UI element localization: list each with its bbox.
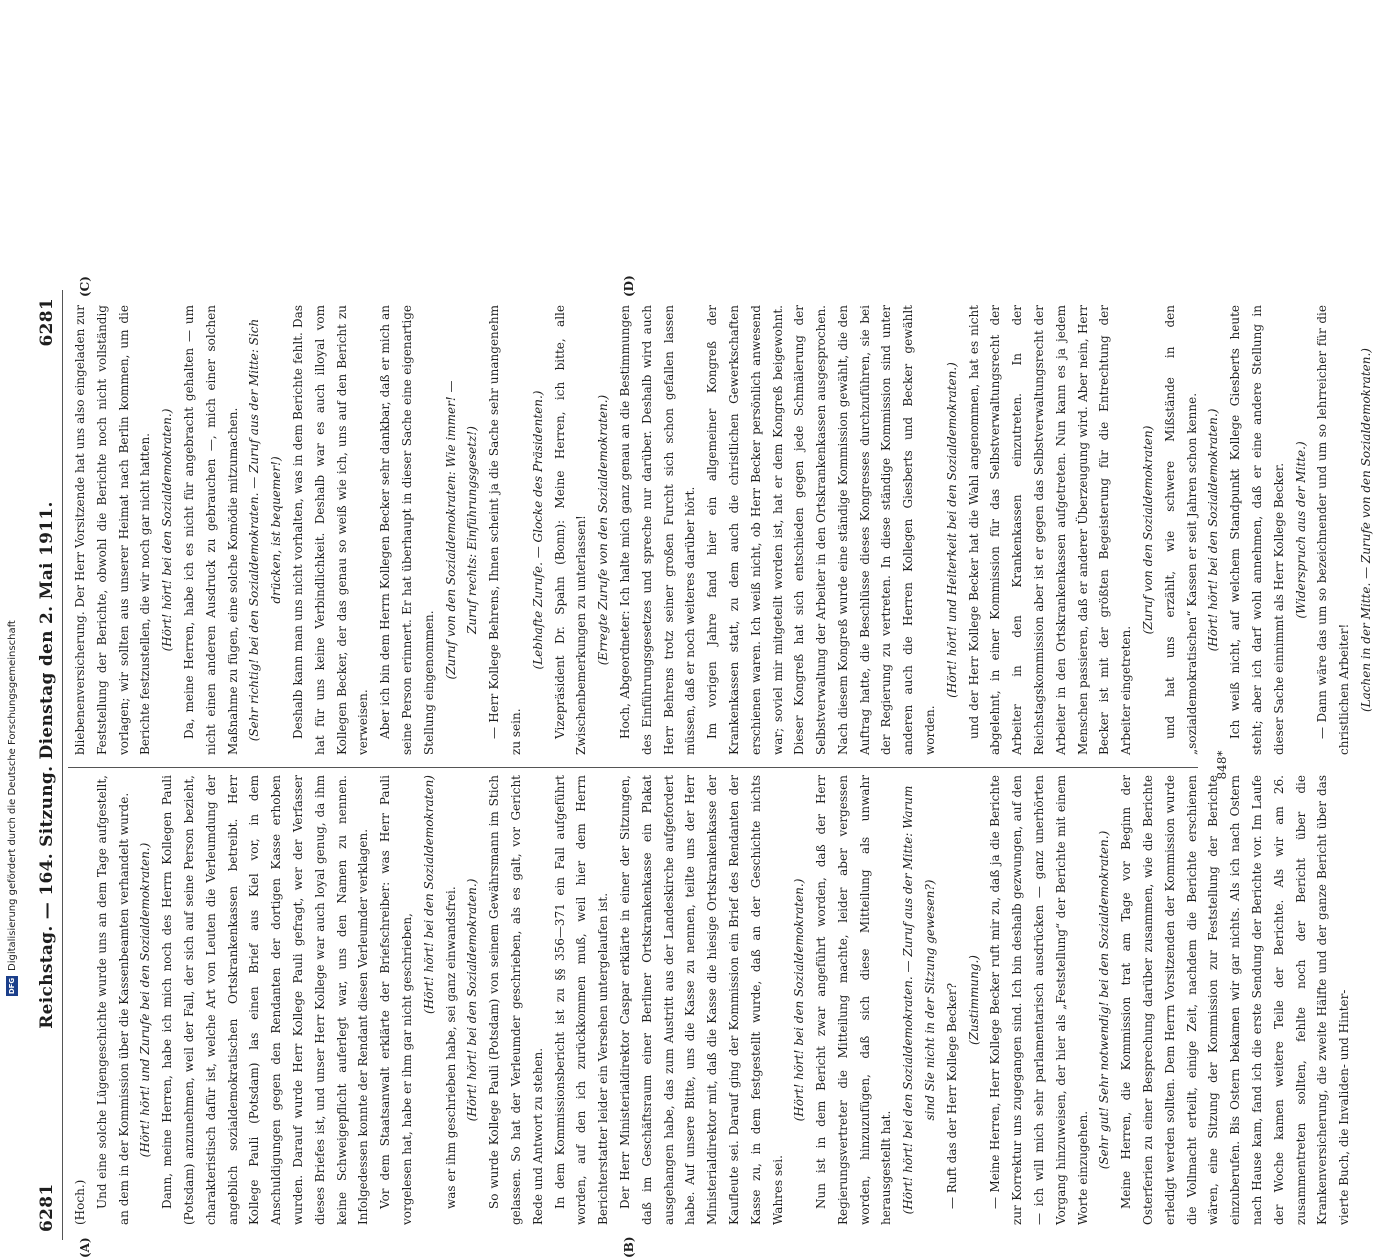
paragraph: Da, meine Herren, habe ich es nicht für angebracht gehalten — um nicht einen anderen Ausdruck zu gebrauchen —, mich einer solchen Maßnahme zu fügen, eine solche Komödie mitzumachen. (181, 305, 240, 755)
paragraph: — Dann wäre das um so bezeichnender und um so lehrreicher für die christlichen Arbeiter! (1315, 305, 1352, 755)
paragraph: was er ihm geschrieben habe, sei ganz einwandsfrei. (443, 886, 458, 1209)
margin-letter-a: (A) (78, 1237, 92, 1258)
paragraph: (Zustimmung.) (966, 955, 981, 1045)
paragraph: (Zuruf von den Sozialdemokraten: Wie immer! — (443, 380, 458, 680)
paragraph: (Hoch.) (73, 1179, 87, 1225)
text-column-left (70, 775, 1352, 1225)
rotated-document-page (10, 270, 1374, 1260)
margin-letter-b: (B) (622, 1236, 636, 1258)
paragraph: Der Herr Ministerialdirektor Caspar erklärte in einer der Sitzungen, daß im Geschäftsraum einer Berliner Ortskrankenkasse ein Plakat ausgehangen habe, das zum Austritt aus der Landeskirche aufgefordert habe. Auf unsere Bitte, uns die Kasse zu nennen, teilte uns der Herr Ministerialdirektor mit, daß die Kasse die hiesige Ortskrankenkasse der Kaufleute sei. Darauf ging der Kommission ein Brief des Rendanten der Kasse zu, in dem festgestellt wurde, daß an der Geschichte nichts Wahres sei. (617, 775, 785, 1225)
paragraph: Nun ist in dem Bericht zwar angeführt worden, daß der Herr Regierungsvertreter die Mitteilung machte, leider aber vergessen worden, hinzuzufügen, daß sich diese Mitteilung als unwahr herausgestellt hat. (814, 775, 894, 1225)
paragraph: und der Herr Kollege Becker hat die Wahl angenommen, hat es nicht abgelehnt, in einer Kommission für das Selbstverwaltungsrecht der Arbeiter in den Krankenkassen einzutreten. In der Reichstagskommission aber ist er gegen das Selbstverwaltungsrecht der Arbeiter in den Ortskrankenkassen aufgetreten. Nun kann es ja jedem Menschen passieren, daß er anderer Überzeugung wird. Aber nein, Herr Becker ist mit der größten Begeisterung für die Entrechtung der Arbeiter eingetreten. (966, 305, 1134, 755)
page-title: Reichstag. — 164. Sitzung. Dienstag den 2. Mai 1911. (37, 501, 57, 1029)
paragraph: (Erregte Zurufe von den Sozialdemokraten.) (596, 394, 611, 666)
paragraph: Zuruf rechts: Einführungsgesetz!) (465, 426, 480, 634)
paragraph: (Hört! hört! bei den Sozialdemokraten.) (792, 878, 807, 1122)
paragraph: (Hört! hört! bei den Sozialdemokraten) (421, 775, 436, 1014)
paragraph: (Hört! hört! bei den Sozialdemokraten.) (160, 408, 175, 652)
paragraph: (Sehr richtig! bei den Sozialdemokraten. — Zuruf aus der Mitte: Sich drücken, ist bequemer!) (247, 318, 284, 742)
paragraph: — Herr Kollege Behrens, Ihnen scheint ja die Sache sehr unangenehm zu sein. (487, 305, 523, 755)
paragraph: (Lachen in der Mitte. — Zurufe von den Sozialdemokraten.) (1359, 348, 1374, 712)
digitization-credit-text: Digitalisierung gefördert durch die Deutsche Forschungsgemeinschaft (6, 620, 18, 971)
digitization-credit (6, 620, 18, 996)
page-number-right: 6281 (37, 298, 57, 347)
paragraph: — Ruft das der Herr Kollege Becker? (944, 982, 959, 1209)
paragraph: Ich weiß nicht, auf welchem Standpunkt Kollege Giesberts heute steht; aber ich darf wohl annehmen, daß er eine andere Stellung in dieser Sache einnimmt als Herr Kollege Becker. (1228, 305, 1286, 755)
margin-letter-d: (D) (622, 275, 636, 297)
paragraph: Deshalb kann man uns nicht vorhalten, was in dem Berichte fehlt. Das hat für uns keine Verbindlichkeit. Deshalb war es auch illoyal vom Kollegen Becker, der das genau so weiß wie ich, uns auf den Bericht zu verweisen. (290, 305, 371, 755)
paragraph: und hat uns erzählt, wie schwere Mißstände in den „sozialdemokratischen“ Kassen er seit Jahren schon kenne. (1162, 305, 1199, 755)
paragraph: Hoch, Abgeordneter: Ich halte mich ganz genau an die Bestimmungen des Einführungsgesetzes und spreche nur darüber. Deshalb wird auch Herr Behrens trotz seiner großen Furcht sich schon gefallen lassen müssen, daß er noch weiteres darüber hört. (617, 305, 698, 755)
paragraph: bliebenenversicherung. Der Herr Vorsitzende hat uns also eingeladen zur Feststellung der Berichte, obwohl die Berichte noch nicht vollständig vorlagen; wir sollten aus unserer Heimat nach Berlin kommen, um die Berichte festzustellen, die wir noch gar nicht hatten. (73, 305, 153, 755)
paragraph: (Zuruf von den Sozialdemokraten) (1141, 425, 1156, 635)
column-divider (68, 767, 1198, 768)
paragraph: (Hört! hört! bei den Sozialdemokraten.) (465, 878, 480, 1122)
paragraph: Vizepräsident Dr. Spahn (Bonn): Meine Herren, ich bitte, alle Zwischenbemerkungen zu unterlassen! (552, 305, 589, 755)
paragraph: Und eine solche Lügengeschichte wurde uns an dem Tage aufgestellt, an dem in der Kommission über die Kassenbeamten verhandelt wurde. (94, 775, 131, 1225)
page-number-left: 6281 (37, 1183, 57, 1232)
dfg-logo: DFG (8, 977, 16, 995)
paragraph: (Sehr gut! Sehr notwendig! bei den Sozialdemokraten.) (1097, 830, 1112, 1170)
margin-letter-c: (C) (78, 276, 92, 297)
paragraph: In dem Kommissionsbericht ist zu §§ 356—371 ein Fall aufgeführt worden, auf den ich zurückkommen muß, weil hier dem Herrn Berichterstatter leider ein Versehen untergelaufen ist. (552, 775, 611, 1225)
paragraph: (Hört! hört! und Heiterkeit bei den Sozialdemokraten.) (944, 362, 959, 698)
paragraph: (Widerspruch aus der Mitte.) (1293, 441, 1308, 619)
paragraph: — Meine Herren, Herr Kollege Becker ruft mir zu, daß ja die Berichte zur Korrektur uns zugegangen sind. Ich bin deshalb gezwungen, auf den — ich will mich sehr parlamentarisch ausdrücken — ganz unerhörten Vorgang hinzuweisen, der hier als „Feststellung“ der Berichte mit einem Worte einzugehen. (988, 775, 1090, 1225)
page-header (32, 290, 63, 1240)
sheet-number: 848* (1215, 750, 1229, 780)
paragraph: So wurde Kollege Pauli (Potsdam) von seinem Gewährsmann im Stich gelassen. So hat der Verleumder geschrieben, als es galt, vor Gericht Rede und Antwort zu stehen. (487, 775, 545, 1225)
paragraph: Im vorigen Jahre fand hier ein allgemeiner Kongreß der Krankenkassen statt, zu dem auch die christlichen Gewerkschaften erschienen waren. Ich weiß nicht, ob Herr Becker persönlich anwesend war; soviel mir mitgeteilt worden ist, hat er dem Kongreß beigewohnt. Dieser Kongreß hat sich entschieden gegen jede Schmälerung der Selbstverwaltung der Arbeiter in den Ortskrankenkassen ausgesprochen. Nach diesem Kongreß wurde eine ständige Kommission gewählt, die den Auftrag hatte, die Beschlüsse dieses Kongresses durchzuführen, sie bei der Regierung zu vertreten. In diese ständige Kommission sind unter anderen auch die Herren Kollegen Giesberts und Becker gewählt worden. (705, 305, 938, 755)
text-column-right (70, 305, 1374, 755)
paragraph: Meine Herren, die Kommission trat am Tage vor Beginn der Osterferien zu einer Besprechung darüber zusammen, wie die Berichte erledigt werden sollten. Dem Herrn Vorsitzenden der Kommission wurde die Vollmacht erteilt, einige Zeit, nachdem die Berichte erschienen wären, eine Sitzung der Kommission zur Feststellung der Berichte einzuberufen. Bis Ostern bekamen wir gar nichts. Als ich nach Ostern nach Hause kam, fand ich die erste Sendung der Berichte vor. Im Laufe der Woche kamen weitere Teile der Berichte. Als wir am 26. zusammentreten sollten, fehlte noch der Bericht über die Krankenversicherung, die zweite Hälfte und der ganze Bericht über das vierte Buch, die Invaliden- und Hinter- (1119, 775, 1352, 1225)
paragraph: Aber ich bin dem Herrn Kollegen Becker sehr dankbar, daß er mich an seine Person erinnert. Er hat überhaupt in dieser Sache eine eigenartige Stellung eingenommen. (378, 305, 436, 755)
paragraph: (Lebhafte Zurufe. — Glocke des Präsidenten.) (530, 390, 545, 670)
paragraph: (Hört! hört! bei den Sozialdemokraten.) (1206, 408, 1221, 652)
paragraph: (Hört! hört! und Zurufe bei den Sozialdemokraten.) (138, 842, 153, 1158)
paragraph: Dann, meine Herren, habe ich mich noch des Herrn Kollegen Pauli (Potsdam) anzunehmen, weil der Fall, der sich auf seine Person bezieht, charakteristisch dafür ist, welche Art von Leuten die Verleumdung der angeblich sozialdemokratischen Ortskrankenkassen betreibt. Herr Kollege Pauli (Potsdam) las einen Brief aus Kiel vor, in dem Anschuldigungen gegen den Rendanten der dortigen Kasse erhoben wurden. Darauf wurde Herr Kollege Pauli gefragt, wer der Verfasser dieses Briefes ist, und unser Herr Kollege war auch loyal genug, da ihm keine Schweigepflicht auferlegt war, uns den Namen zu nennen. Infolgedessen konnte der Rendant diesen Verleumder verklagen. (160, 775, 371, 1225)
paragraph: Vor dem Staatsanwalt erklärte der Briefschreiber: was Herr Pauli vorgelesen hat, habe er ihm gar nicht geschrieben, (378, 775, 414, 1225)
paragraph: (Hört! hört! bei den Sozialdemokraten. — Zuruf aus der Mitte: Warum sind Sie nicht in der Sitzung gewesen?) (901, 785, 938, 1215)
